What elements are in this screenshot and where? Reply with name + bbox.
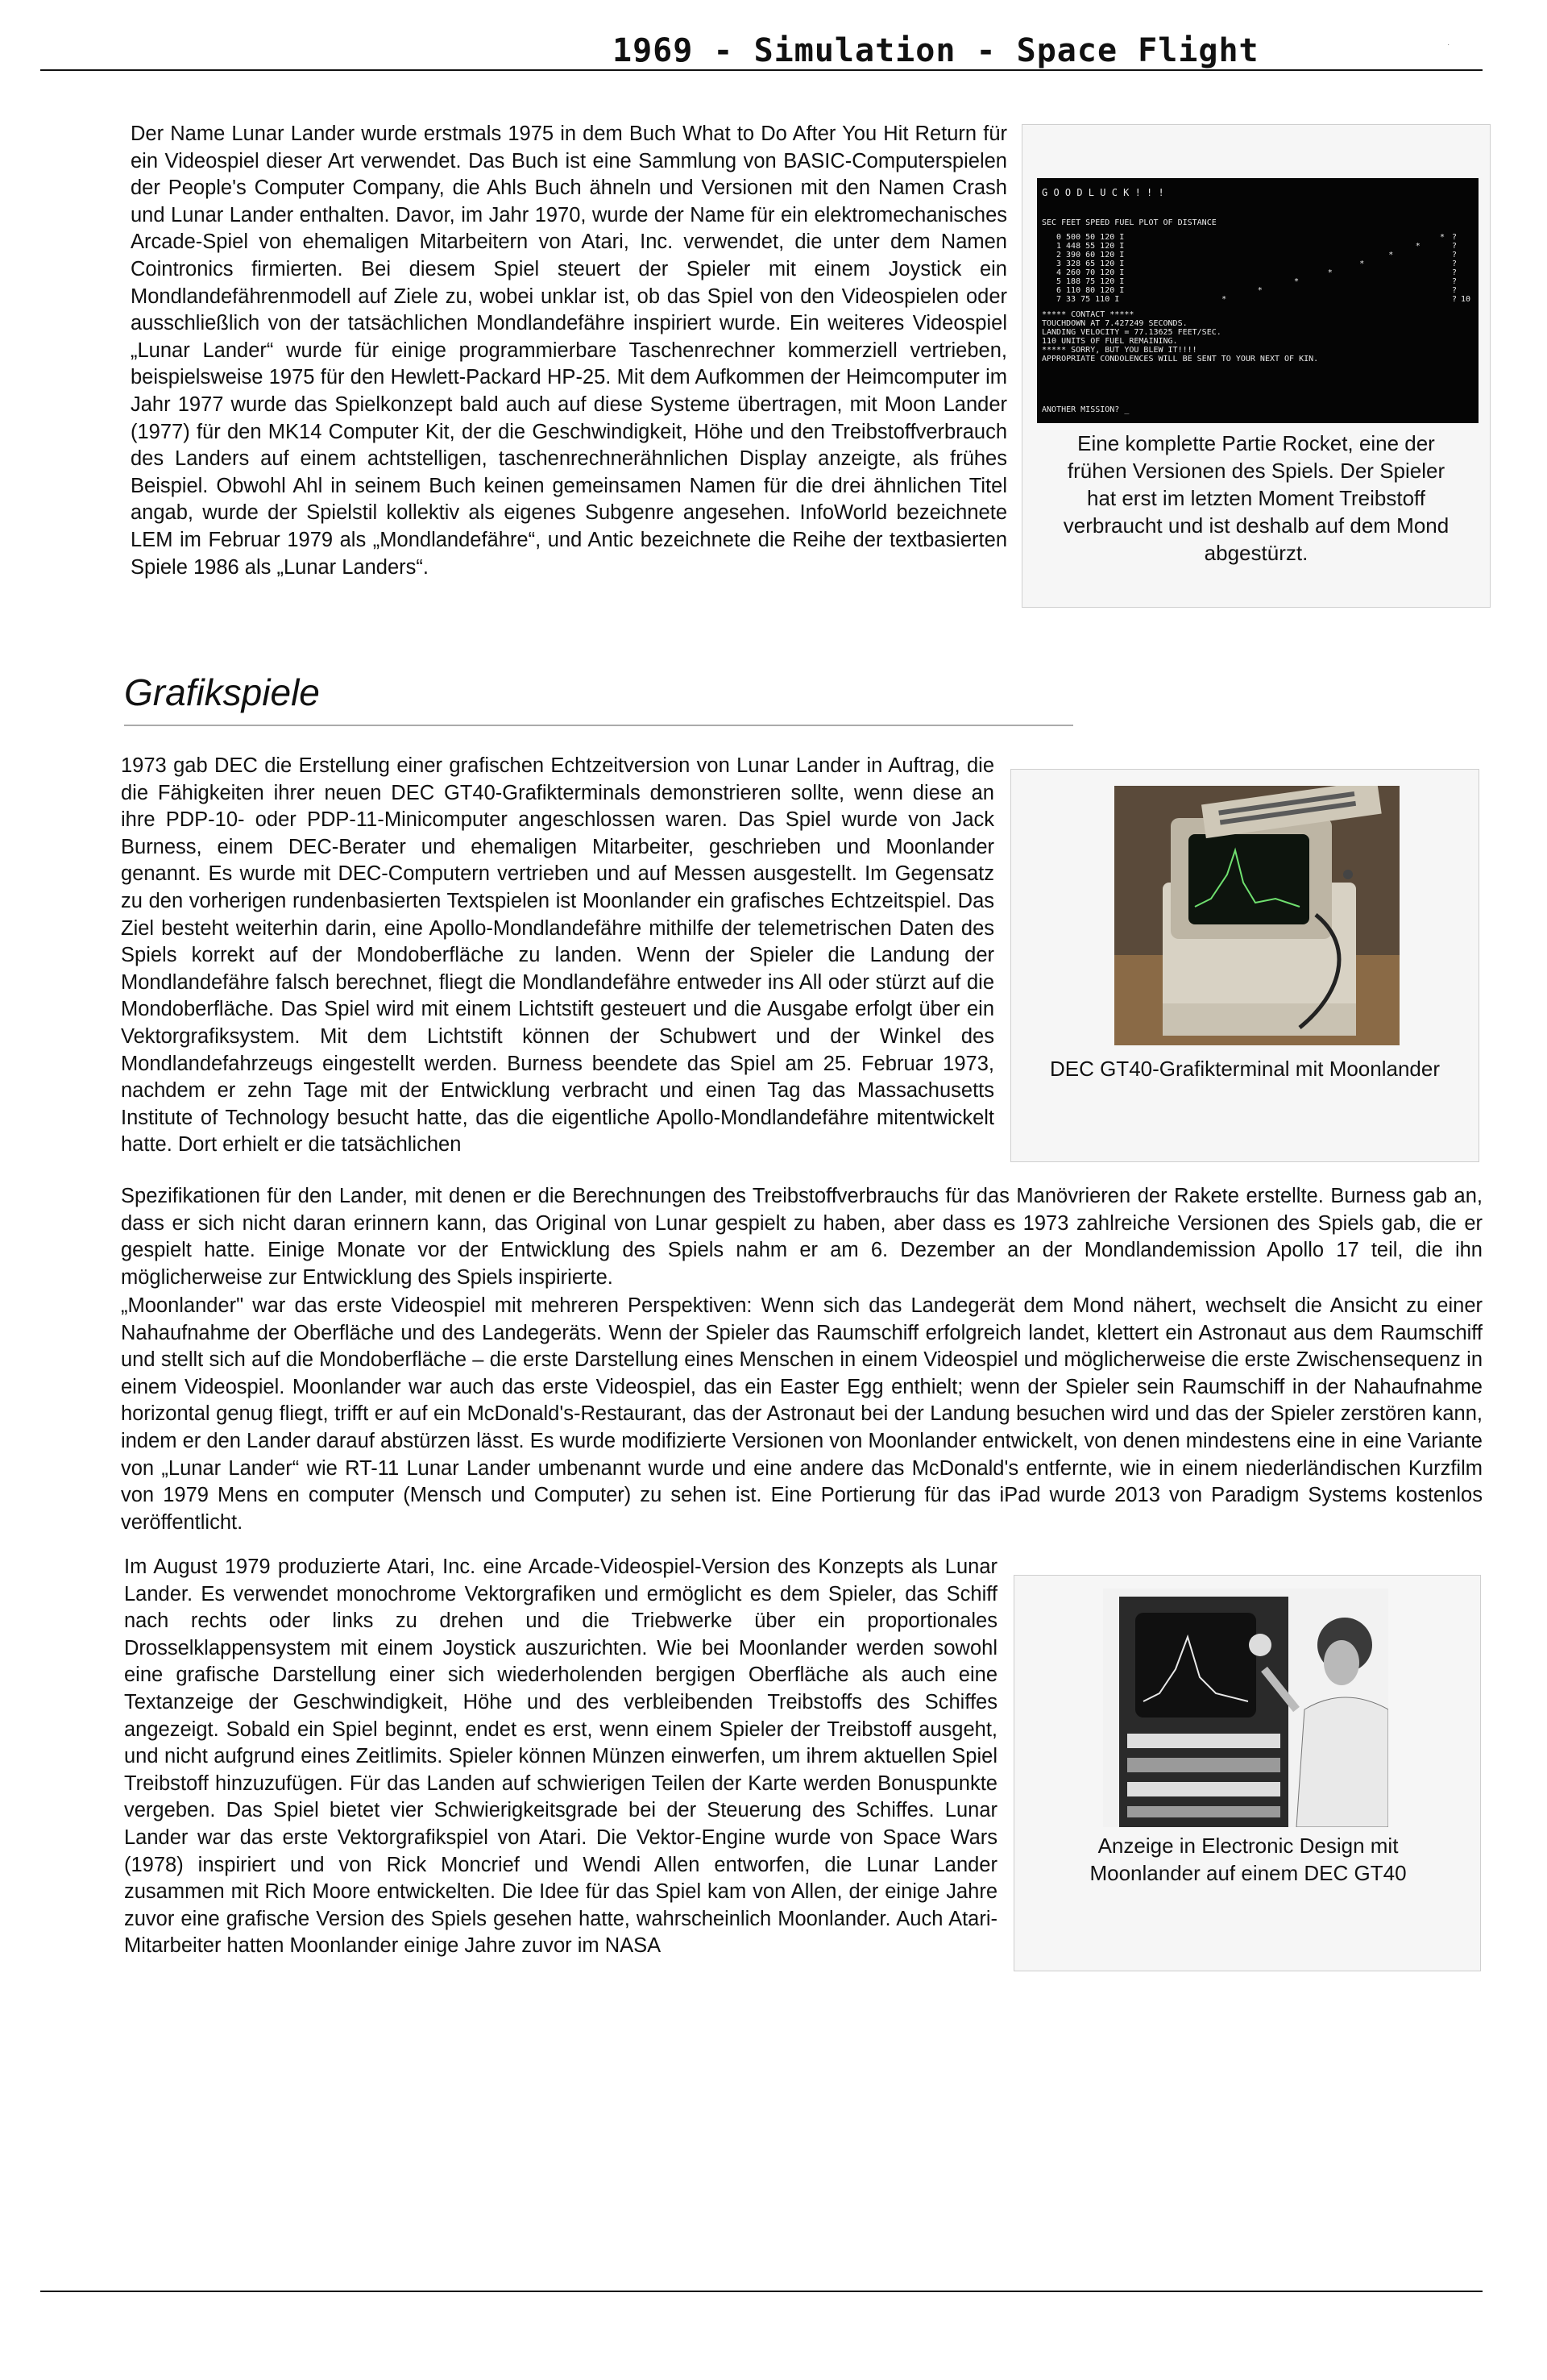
plot-edge: ? (1452, 295, 1458, 304)
section-heading-rule (124, 725, 1073, 726)
plot-edge: ? (1452, 242, 1458, 251)
terminal-footer-line: LANDING VELOCITY = 77.13625 FEET/SEC. (1042, 328, 1221, 337)
figure-ad-caption: Anzeige in Electronic Design mit Moonlander auf einem DEC GT40 (1089, 1834, 1407, 1885)
terminal-footer-line: ***** CONTACT ***** (1042, 310, 1134, 319)
plot-edge: ? (1452, 233, 1458, 242)
plot-marker: * (1221, 295, 1227, 304)
terminal-row: 5 188 75 120 I (1056, 277, 1125, 286)
plot-marker: * (1415, 242, 1421, 251)
plot-edge: ? (1452, 268, 1458, 277)
section-heading: Grafikspiele (124, 671, 320, 713)
plot-edge: ? (1452, 286, 1458, 295)
grafik-paragraph-1: 1973 gab DEC die Erstellung einer grafischen Echtzeitversion von Lunar Lander in Auftrag, die die Fähigkeiten ihrer neuen DEC GT40-Grafikterminals demonstrieren sollte, wenn diese an ihre PDP-10- oder PDP-11-Minicomputer angeschlossen waren. Das Spiel wurde von Jack Burness, einem DEC-Berater und ehemaligen Mitarbeiter, geschrieben und Moonlander genannt. Es wurde mit DEC-Computern vertrieben und auf Messen ausgestellt. Im Gegensatz zu den vorherigen rundenbasierten Textspielen ist Moonlander ein grafisches Echtzeitspiel. Das Ziel besteht weiterhin darin, eine Apollo-Mondlandefähre mithilfe der telemetrischen Daten des Spiels korrekt auf der Mondoberfläche zu landen. Wenn der Spieler die Landung der Mondlandefähre falsch berechnet, fliegt die Mondlandefähre entweder ins All oder stürzt auf die Mondoberfläche. Das Spiel wird mit einem Lichtstift gesteuert und die Ausgabe erfolgt über ein Vektorgrafiksystem. Mit dem Lichtstift können der Schubwert und der Winkel des Mondlandefahrzeugs eingestellt werden. Burness beendete das Spiel am 25. Februar 1973, nachdem er zehn Tage mit der Entwicklung verbracht und einen Tag das Massachusetts Institute of Technology besucht hatte, das die eigentliche Apollo-Mondlandefähre mitentwickelt hatte. Dort erhielt er die tatsächlichen (121, 754, 994, 1157)
figure-rocket-caption: Eine komplette Partie Rocket, eine der frühen Versionen des Spiels. Der Spieler hat erst im letzten Moment Treibstoff verbraucht und ist deshalb auf dem Mond abgestürzt. (1063, 431, 1450, 565)
plot-marker: * (1440, 233, 1445, 242)
intro-paragraph: Der Name Lunar Lander wurde erstmals 1975 in dem Buch What to Do After You Hit Return für ein Videospiel dieser Art verwendet. Das Buch ist eine Sammlung von BASIC-Computerspielen der People's Computer Company, die Ahls Buch ähneln und Versionen mit den Namen Crash und Lunar Lander enthalten. Davor, im Jahr 1970, wurde der Name für ein elektromechanisches Arcade-Spiel von ehemaligen Mitarbeitern von Atari, Inc. verwendet, die unter dem Namen Cointronics firmierten. Bei diesem Spiel steuert der Spieler mit einem Joystick ein Mondlandefährenmodell auf Ziele zu, wobei unklar ist, ob das Spiel von den Videospielen oder ausschließlich von der tatsächlichen Mondlandefähre inspiriert wurde. Ein weiteres Videospiel „Lunar Lander“ wurde für einige programmierbare Taschenrechner kommerziell vertrieben, beispielsweise 1975 für den Hewlett-Packard HP-25. Mit dem Aufkommen der Heimcomputer im Jahr 1977 wurde das Spielkonzept bald auch auf diese Systeme übertragen, mit Moon Lander (1977) für den MK14 Computer Kit, der die Geschwindigkeit, Höhe und den Treibstoffverbrauch des Landers auf einem achtstelligen, taschenrechnerähnlichen Display anzeigte, als frühes Beispiel. Obwohl Ahl in seinem Buch keinen gemeinsamen Namen für die drei ähnlichen Titel angab, wurde der Spielstil kollektiv als eigenes Subgenre angesehen. InfoWorld bezeichnete LEM im Februar 1979 als „Mondlandefähre“, und Antic bezeichnete die Reihe der textbasierten Spiele 1986 als „Lunar Landers“. (131, 123, 1007, 579)
ad-photo (1103, 1589, 1388, 1827)
header-mark: · (1447, 40, 1450, 49)
plot-edge: ? (1452, 260, 1458, 268)
terminal-footer-line: ***** SORRY, BUT YOU BLEW IT!!!! (1042, 346, 1197, 355)
terminal-prompt: ANOTHER MISSION? _ (1042, 405, 1130, 414)
terminal-row: 4 260 70 120 I (1056, 268, 1125, 277)
plot-edge: ? (1452, 251, 1458, 260)
terminal-title: G O O D L U C K ! ! ! (1042, 187, 1164, 198)
plot-edge: ? (1452, 277, 1458, 286)
grafik-paragraph-4: Im August 1979 produzierte Atari, Inc. eine Arcade-Videospiel-Version des Konzepts als Lunar Lander. Es verwendet monochrome Vektorgrafiken und ermöglicht es dem Spieler, das Schiff nach rechts oder links zu drehen und die Triebwerke über ein proportionales Drosselklappensystem mit einem Joystick auszurichten. Wie bei Moonlander werden sowohl eine grafische Darstellung einer sich wiederholenden bergigen Oberfläche als auch eine Textanzeige der Geschwindigkeit, Höhe und des verbleibenden Treibstoffs des Schiffes angezeigt. Sobald ein Spiel beginnt, endet es erst, wenn einem Spieler der Treibstoff ausgeht, und nicht aufgrund eines Zeitlimits. Spieler können Münzen einwerfen, um ihrem aktuellen Spiel Treibstoff hinzuzufügen. Für das Landen auf schwierigen Teilen der Karte werden Bonuspunkte vergeben. Das Spiel bietet vier Schwierigkeitsgrade bei der Steuerung des Schiffes. Lunar Lander war das erste Vektorgrafikspiel von Atari. Die Vektor-Engine wurde von Space Wars (1978) inspiriert und von Rick Moncrief und Wendi Allen entworfen, die Lunar Lander zusammen mit Rich Moore entwickelten. Die Idee für das Spiel kam von Allen, der einige Jahre zuvor eine grafische Version des Spiels gesehen hatte, wahrscheinlich Moonlander. Auch Atari-Mitarbeiter hatten Moonlander einige Jahre zuvor im NASA (124, 1556, 997, 1958)
plot-max-label: 10 (1461, 295, 1471, 304)
plot-marker: * (1388, 251, 1394, 260)
terminal-footer-line: TOUCHDOWN AT 7.427249 SECONDS. (1042, 319, 1188, 328)
figure-gt40 (1010, 769, 1479, 1162)
terminal-row: 1 448 55 120 I (1056, 242, 1125, 251)
terminal-row: 6 110 80 120 I (1056, 286, 1125, 295)
figure-gt40-caption: DEC GT40-Grafikterminal mit Moonlander (1049, 1057, 1441, 1081)
terminal-footer-line: APPROPRIATE CONDOLENCES WILL BE SENT TO YOUR NEXT OF KIN. (1042, 355, 1319, 363)
running-title: 1969 - Simulation - Space Flight (612, 32, 1259, 69)
gt40-photo (1114, 786, 1400, 1045)
terminal-footer-line: 110 UNITS OF FUEL REMAINING. (1042, 337, 1178, 346)
plot-marker: * (1359, 260, 1365, 268)
terminal-header: SEC FEET SPEED FUEL PLOT OF DISTANCE (1042, 218, 1217, 227)
header-rule (40, 69, 1483, 71)
terminal-rows (1056, 233, 1124, 304)
terminal-row: 2 390 60 120 I (1056, 251, 1125, 260)
figure-ad (1014, 1575, 1481, 1971)
grafik-paragraph-3: „Moonlander" war das erste Videospiel mit mehreren Perspektiven: Wenn sich das Landegerät dem Mond nähert, wechselt die Ansicht zu einer Nahaufnahme der Oberfläche und des Landegeräts. Wenn der Spieler das Raumschiff erfolgreich landet, klettert ein Astronaut aus dem Raumschiff und stellt sich auf die Mondoberfläche – die erste Darstellung eines Menschen in einem Videospiel und möglicherweise die erste Zwischensequenz in einem Videospiel. Moonlander war auch das erste Videospiel, das ein Easter Egg enthielt; wenn der Spieler sein Raumschiff in der Nahaufnahme horizontal genug fliegt, trifft er auf ein McDonald's-Restaurant, das der Astronaut bei der Landung besuchen wird und das der Spieler zerstören kann, indem er den Lander darauf abstürzen lässt. Es wurde modifizierte Versionen von Moonlander entwickelt, von denen mindestens eine in eine Variante von „Lunar Lander“ wie RT-11 Lunar Lander umbenannt wurde und eine andere das McDonald's entfernte, wie in einem niederländischen Kurzfilm von 1979 Mens en computer (Mensch und Computer) zu sehen ist. Eine Portierung für das iPad wurde 2013 von Paradigm Systems kostenlos veröffentlicht. (121, 1294, 1483, 1534)
terminal-screenshot (1037, 178, 1479, 423)
plot-marker: * (1327, 268, 1333, 277)
grafik-paragraph-2: Spezifikationen für den Lander, mit denen er die Berechnungen des Treibstoffverbrauchs für das Manövrieren der Rakete erstellte. Burness gab an, dass er sich nicht daran erinnern kann, das Original von Lunar gespielt zu haben, aber dass es 1973 zahlreiche Versionen des Spiels gab, die er gespielt hatte. Einige Monate vor der Entwicklung des Spiels nahm er am 6. Dezember an der Mondlandemission Apollo 17 teil, die ihn möglicherweise zur Entwicklung des Spiels inspirierte. (121, 1185, 1483, 1289)
footer-rule (40, 2291, 1483, 2292)
figure-rocket (1022, 124, 1491, 608)
terminal-row: 3 328 65 120 I (1056, 260, 1125, 268)
terminal-row: 0 500 50 120 I (1056, 233, 1125, 242)
plot-marker: * (1294, 277, 1300, 286)
terminal-row: 7 33 75 110 I (1056, 295, 1120, 304)
plot-marker: * (1257, 286, 1263, 295)
